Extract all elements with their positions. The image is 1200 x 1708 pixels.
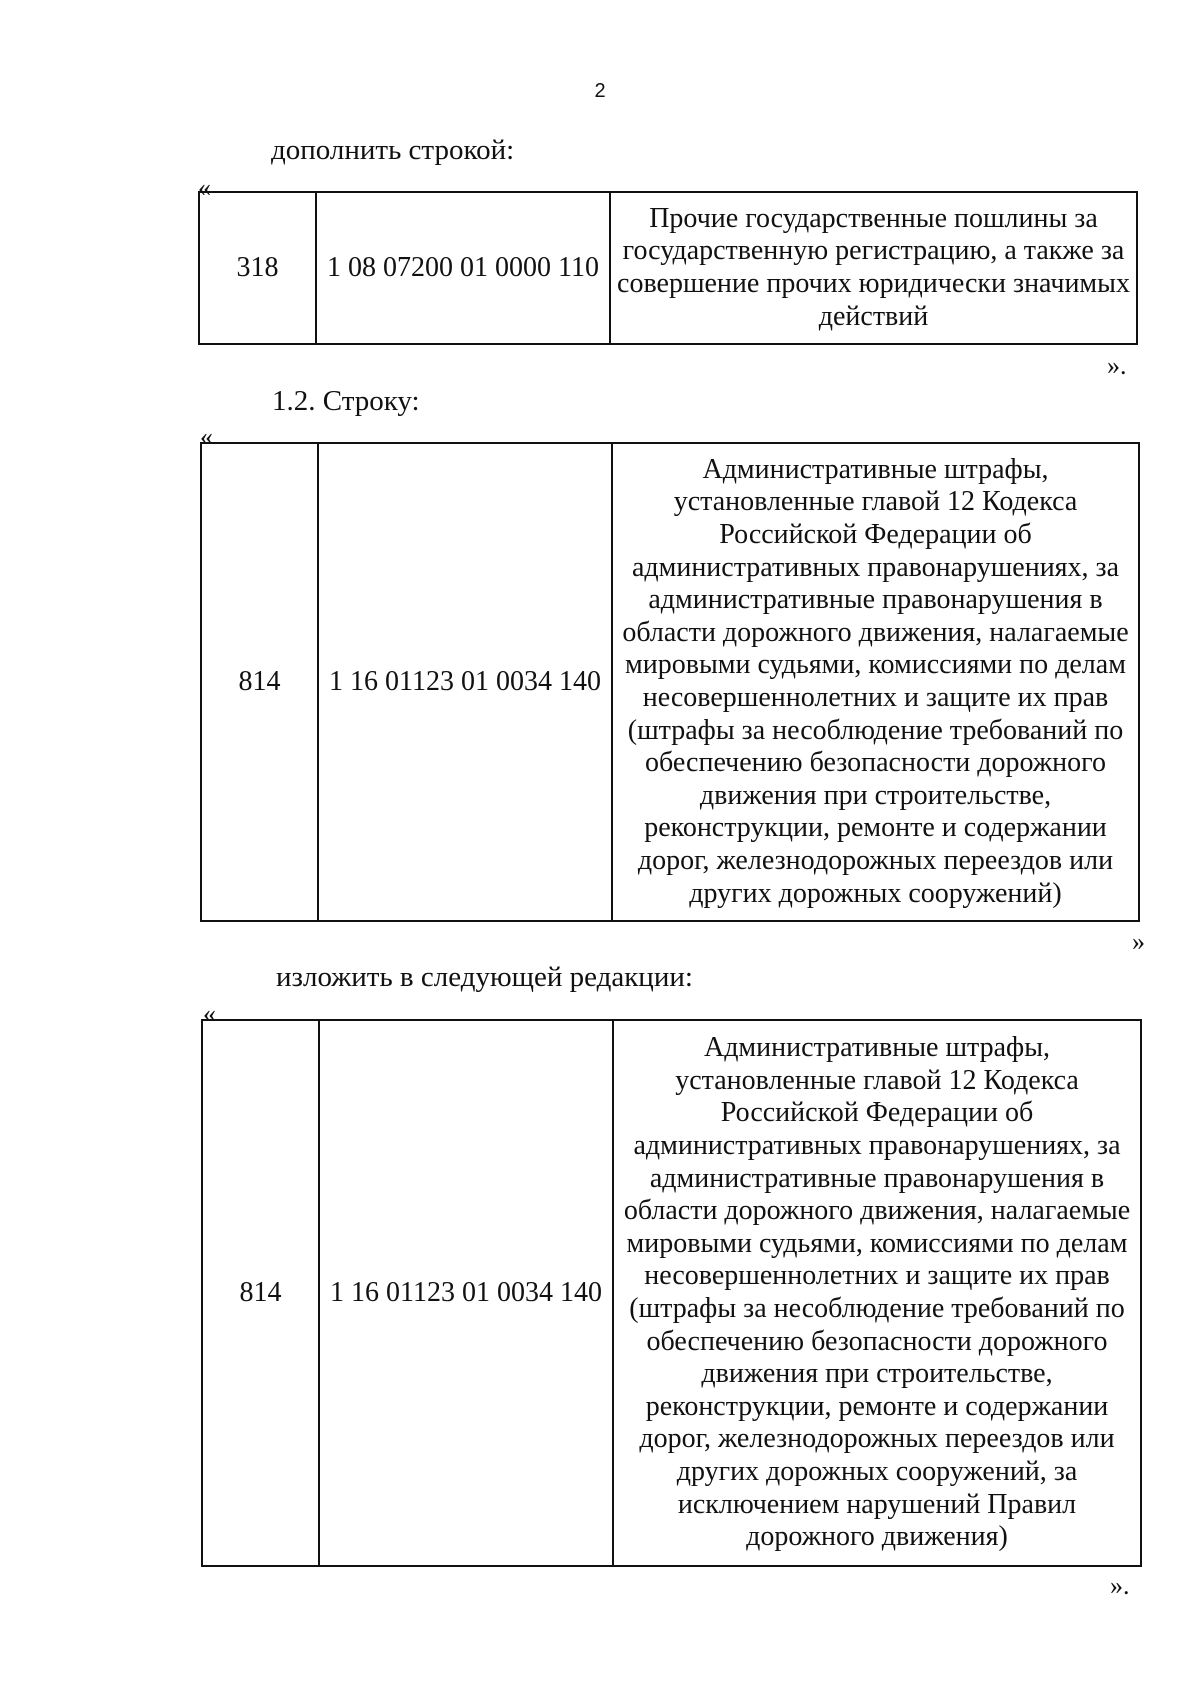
row-description: Административные штрафы, установленные главой 12 Кодекса Российской Федерации об административных правонарушениях, за административные правонарушения в области дорожного движения, налагаемые мировыми судьями, комиссиями по делам несовершеннолетних и защите их прав (штрафы за несоблюдение требований по обеспечению безопасности дорожного движения при строительстве, реконструкции, ремонте и содержании дорог, железнодорожных переездов или других дорожных сооружений) [612,443,1139,921]
section-3-intro: изложить в следующей редакции: [276,961,693,993]
budget-code: 1 16 01123 01 0034 140 [319,1020,613,1566]
section-1-open-quote: « [198,173,211,202]
section-2-close-quote: » [1132,927,1145,956]
table-row [202,1020,1141,1566]
row-number: 814 [202,1020,319,1566]
section-1-table [198,191,1138,345]
section-1-intro: дополнить строкой: [271,134,515,166]
budget-code: 1 08 07200 01 0000 110 [316,192,610,344]
row-number: 318 [199,192,316,344]
row-number: 814 [201,443,318,921]
budget-code: 1 16 01123 01 0034 140 [318,443,612,921]
section-2-intro: 1.2. Строку: [272,385,420,417]
page-number: 2 [594,80,606,102]
row-description: Прочие государственные пошлины за государственную регистрацию, а также за совершение прочих юридически значимых действий [610,192,1137,344]
section-3-close-quote: ». [1110,1571,1130,1600]
section-1-close-quote: ». [1107,351,1127,380]
section-2-open-quote: « [200,422,213,451]
table-row [201,443,1139,921]
section-2-table [200,442,1140,922]
row-description: Административные штрафы, установленные главой 12 Кодекса Российской Федерации об административных правонарушениях, за административные правонарушения в области дорожного движения, налагаемые мировыми судьями, комиссиями по делам несовершеннолетних и защите их прав (штрафы за несоблюдение требований по обеспечению безопасности дорожного движения при строительстве, реконструкции, ремонте и содержании дорог, железнодорожных переездов или других дорожных сооружений, за исключением нарушений Правил дорожного движения) [613,1020,1141,1566]
section-3-open-quote: « [203,999,216,1028]
section-3-table [201,1019,1142,1567]
table-row [199,192,1137,344]
